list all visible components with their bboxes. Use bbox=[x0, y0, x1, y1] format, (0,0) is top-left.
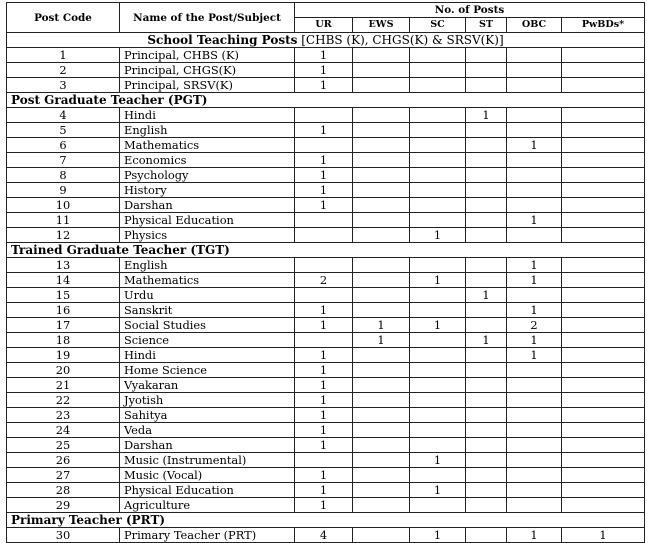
post-count-cell-sc bbox=[410, 63, 466, 78]
post-count-cell-obc: 1 bbox=[507, 258, 562, 273]
post-count-cell-ur: 2 bbox=[295, 273, 353, 288]
post-count-cell-st bbox=[466, 168, 507, 183]
post-count-cell-pwbds bbox=[562, 183, 645, 198]
post-name-cell: History bbox=[120, 183, 295, 198]
post-count-cell-st bbox=[466, 48, 507, 63]
post-count-cell-obc: 1 bbox=[507, 273, 562, 288]
post-code-cell: 6 bbox=[7, 138, 120, 153]
section-header-row bbox=[7, 243, 645, 258]
post-count-cell-ur bbox=[295, 453, 353, 468]
post-code-cell: 28 bbox=[7, 483, 120, 498]
post-count-cell-st bbox=[466, 408, 507, 423]
post-count-cell-ews bbox=[353, 393, 410, 408]
post-count-cell-ur: 1 bbox=[295, 483, 353, 498]
post-count-cell-st bbox=[466, 348, 507, 363]
post-code-cell: 5 bbox=[7, 123, 120, 138]
table-row bbox=[7, 183, 645, 198]
post-count-cell-obc: 1 bbox=[507, 138, 562, 153]
post-count-cell-ews bbox=[353, 273, 410, 288]
post-count-cell-ur: 1 bbox=[295, 393, 353, 408]
post-name-cell: Music (Instrumental) bbox=[120, 453, 295, 468]
category-header: ST bbox=[466, 18, 507, 33]
post-count-cell-sc: 1 bbox=[410, 228, 466, 243]
post-count-cell-ur: 1 bbox=[295, 123, 353, 138]
post-count-cell-sc bbox=[410, 438, 466, 453]
post-count-cell-sc bbox=[410, 423, 466, 438]
post-count-cell-sc bbox=[410, 213, 466, 228]
post-count-cell-ews bbox=[353, 423, 410, 438]
post-count-cell-ews bbox=[353, 123, 410, 138]
post-count-cell-ur: 1 bbox=[295, 348, 353, 363]
post-count-cell-obc bbox=[507, 153, 562, 168]
post-count-cell-ews bbox=[353, 483, 410, 498]
post-count-cell-pwbds bbox=[562, 288, 645, 303]
post-count-cell-ur: 1 bbox=[295, 63, 353, 78]
post-code-cell: 29 bbox=[7, 498, 120, 513]
post-count-cell-pwbds bbox=[562, 153, 645, 168]
post-count-cell-sc bbox=[410, 123, 466, 138]
post-name-cell: Social Studies bbox=[120, 318, 295, 333]
table-row bbox=[7, 258, 645, 273]
post-count-cell-sc: 1 bbox=[410, 528, 466, 543]
post-count-cell-sc bbox=[410, 153, 466, 168]
post-count-cell-st bbox=[466, 468, 507, 483]
post-count-cell-ur: 1 bbox=[295, 378, 353, 393]
post-count-cell-obc bbox=[507, 63, 562, 78]
table-row bbox=[7, 63, 645, 78]
post-name-cell: Jyotish bbox=[120, 393, 295, 408]
post-name-cell: Principal, CHGS(K) bbox=[120, 63, 295, 78]
post-count-cell-ur bbox=[295, 213, 353, 228]
post-name-cell: Principal, CHBS (K) bbox=[120, 48, 295, 63]
post-name-cell: English bbox=[120, 123, 295, 138]
table-row bbox=[7, 123, 645, 138]
section-title-main: School Teaching Posts bbox=[147, 33, 298, 47]
post-count-cell-sc bbox=[410, 258, 466, 273]
post-count-cell-pwbds bbox=[562, 63, 645, 78]
post-count-cell-ur bbox=[295, 228, 353, 243]
post-name-cell: Darshan bbox=[120, 198, 295, 213]
post-name-cell: Veda bbox=[120, 423, 295, 438]
post-code-cell: 2 bbox=[7, 63, 120, 78]
post-count-cell-sc bbox=[410, 468, 466, 483]
post-count-cell-ur bbox=[295, 258, 353, 273]
post-count-cell-ews bbox=[353, 78, 410, 93]
post-count-cell-sc bbox=[410, 303, 466, 318]
post-code-cell: 14 bbox=[7, 273, 120, 288]
post-count-cell-ews bbox=[353, 453, 410, 468]
table-row bbox=[7, 48, 645, 63]
post-count-cell-ews bbox=[353, 498, 410, 513]
post-count-cell-st bbox=[466, 423, 507, 438]
post-name-cell: Principal, SRSV(K) bbox=[120, 78, 295, 93]
post-count-cell-pwbds bbox=[562, 228, 645, 243]
post-count-cell-st bbox=[466, 228, 507, 243]
post-count-cell-ews bbox=[353, 108, 410, 123]
section-header-row bbox=[7, 93, 645, 108]
post-count-cell-sc bbox=[410, 348, 466, 363]
post-code-cell: 15 bbox=[7, 288, 120, 303]
post-count-cell-obc bbox=[507, 393, 562, 408]
post-count-cell-pwbds bbox=[562, 483, 645, 498]
post-count-cell-sc bbox=[410, 48, 466, 63]
post-name-cell: Home Science bbox=[120, 363, 295, 378]
post-count-cell-pwbds bbox=[562, 408, 645, 423]
post-code-cell: 10 bbox=[7, 198, 120, 213]
table-row bbox=[7, 138, 645, 153]
post-count-cell-obc bbox=[507, 183, 562, 198]
post-count-cell-ur: 1 bbox=[295, 498, 353, 513]
post-count-cell-ews bbox=[353, 258, 410, 273]
table-row bbox=[7, 333, 645, 348]
post-name-cell: Physical Education bbox=[120, 483, 295, 498]
post-count-cell-obc: 1 bbox=[507, 303, 562, 318]
post-count-cell-obc bbox=[507, 363, 562, 378]
posts-table-container bbox=[6, 2, 645, 543]
post-count-cell-pwbds bbox=[562, 198, 645, 213]
table-row bbox=[7, 348, 645, 363]
post-count-cell-st bbox=[466, 393, 507, 408]
post-count-cell-ur: 1 bbox=[295, 198, 353, 213]
post-count-cell-st bbox=[466, 483, 507, 498]
post-name-cell: Agriculture bbox=[120, 498, 295, 513]
post-name-cell: Hindi bbox=[120, 108, 295, 123]
section-title-main: Primary Teacher (PRT) bbox=[11, 513, 166, 527]
post-name-cell: Darshan bbox=[120, 438, 295, 453]
post-count-cell-obc bbox=[507, 378, 562, 393]
post-code-cell: 11 bbox=[7, 213, 120, 228]
post-name-cell: Sanskrit bbox=[120, 303, 295, 318]
table-row bbox=[7, 213, 645, 228]
post-count-cell-ews bbox=[353, 438, 410, 453]
post-count-cell-pwbds bbox=[562, 213, 645, 228]
post-name-cell: Economics bbox=[120, 153, 295, 168]
post-count-cell-sc: 1 bbox=[410, 483, 466, 498]
table-row bbox=[7, 453, 645, 468]
post-count-cell-ews bbox=[353, 198, 410, 213]
post-code-cell: 23 bbox=[7, 408, 120, 423]
post-count-cell-ur bbox=[295, 138, 353, 153]
table-row bbox=[7, 378, 645, 393]
table-row bbox=[7, 168, 645, 183]
post-count-cell-pwbds bbox=[562, 498, 645, 513]
post-count-cell-sc bbox=[410, 378, 466, 393]
table-row bbox=[7, 78, 645, 93]
post-count-cell-ews bbox=[353, 348, 410, 363]
post-count-cell-st bbox=[466, 63, 507, 78]
post-name-cell: English bbox=[120, 258, 295, 273]
post-count-cell-obc: 2 bbox=[507, 318, 562, 333]
post-count-cell-st: 1 bbox=[466, 333, 507, 348]
post-code-cell: 18 bbox=[7, 333, 120, 348]
table-row bbox=[7, 423, 645, 438]
post-code-cell: 3 bbox=[7, 78, 120, 93]
post-count-cell-st bbox=[466, 378, 507, 393]
table-row bbox=[7, 303, 645, 318]
post-code-cell: 12 bbox=[7, 228, 120, 243]
post-count-cell-sc bbox=[410, 78, 466, 93]
post-count-cell-st bbox=[466, 123, 507, 138]
post-count-cell-obc bbox=[507, 123, 562, 138]
post-code-cell: 7 bbox=[7, 153, 120, 168]
post-count-cell-pwbds bbox=[562, 138, 645, 153]
post-count-cell-ews bbox=[353, 138, 410, 153]
post-count-cell-obc: 1 bbox=[507, 213, 562, 228]
post-count-cell-obc bbox=[507, 108, 562, 123]
post-count-cell-obc bbox=[507, 408, 562, 423]
post-name-cell: Music (Vocal) bbox=[120, 468, 295, 483]
post-count-cell-pwbds bbox=[562, 273, 645, 288]
post-count-cell-obc bbox=[507, 468, 562, 483]
post-count-cell-obc bbox=[507, 288, 562, 303]
post-count-cell-ews bbox=[353, 468, 410, 483]
post-count-cell-ews bbox=[353, 288, 410, 303]
post-count-cell-ur bbox=[295, 333, 353, 348]
post-count-cell-st bbox=[466, 303, 507, 318]
post-count-cell-ur: 1 bbox=[295, 318, 353, 333]
post-count-cell-sc: 1 bbox=[410, 453, 466, 468]
category-header: OBC bbox=[507, 18, 562, 33]
category-header: SC bbox=[410, 18, 466, 33]
post-code-cell: 16 bbox=[7, 303, 120, 318]
post-count-cell-st bbox=[466, 273, 507, 288]
post-name-cell: Physical Education bbox=[120, 213, 295, 228]
post-count-cell-pwbds bbox=[562, 348, 645, 363]
section-header-row bbox=[7, 513, 645, 528]
post-count-cell-obc bbox=[507, 228, 562, 243]
post-count-cell-pwbds bbox=[562, 123, 645, 138]
section-title bbox=[7, 243, 645, 258]
post-count-cell-ews bbox=[353, 183, 410, 198]
post-code-cell: 13 bbox=[7, 258, 120, 273]
post-count-cell-ur: 1 bbox=[295, 303, 353, 318]
post-name-cell: Hindi bbox=[120, 348, 295, 363]
category-header: PwBDs* bbox=[562, 18, 645, 33]
section-title bbox=[7, 513, 645, 528]
post-count-cell-pwbds bbox=[562, 318, 645, 333]
post-name-cell: Primary Teacher (PRT) bbox=[120, 528, 295, 543]
post-count-cell-sc: 1 bbox=[410, 318, 466, 333]
header-row-top bbox=[7, 3, 645, 18]
post-code-cell: 9 bbox=[7, 183, 120, 198]
post-count-cell-ews bbox=[353, 303, 410, 318]
post-count-cell-ur: 1 bbox=[295, 78, 353, 93]
post-code-cell: 19 bbox=[7, 348, 120, 363]
post-count-cell-pwbds bbox=[562, 363, 645, 378]
post-count-cell-ur: 1 bbox=[295, 363, 353, 378]
post-code-cell: 17 bbox=[7, 318, 120, 333]
post-count-cell-obc: 1 bbox=[507, 333, 562, 348]
post-count-cell-pwbds bbox=[562, 378, 645, 393]
post-count-cell-ews bbox=[353, 168, 410, 183]
post-code-cell: 30 bbox=[7, 528, 120, 543]
post-name-cell: Psychology bbox=[120, 168, 295, 183]
post-name-cell: Urdu bbox=[120, 288, 295, 303]
post-count-cell-sc bbox=[410, 108, 466, 123]
post-count-cell-ur: 1 bbox=[295, 48, 353, 63]
post-name-header: Name of the Post/Subject bbox=[120, 3, 295, 33]
post-count-cell-sc bbox=[410, 498, 466, 513]
table-row bbox=[7, 393, 645, 408]
post-count-cell-ews bbox=[353, 63, 410, 78]
table-row bbox=[7, 408, 645, 423]
table-row bbox=[7, 108, 645, 123]
post-count-cell-ews bbox=[353, 528, 410, 543]
table-body bbox=[7, 33, 645, 543]
no-of-posts-header: No. of Posts bbox=[295, 3, 645, 18]
post-count-cell-pwbds: 1 bbox=[562, 528, 645, 543]
post-count-cell-st bbox=[466, 78, 507, 93]
post-name-cell: Mathematics bbox=[120, 273, 295, 288]
post-code-cell: 20 bbox=[7, 363, 120, 378]
table-row bbox=[7, 438, 645, 453]
post-count-cell-ews bbox=[353, 363, 410, 378]
post-count-cell-sc bbox=[410, 393, 466, 408]
post-count-cell-obc bbox=[507, 438, 562, 453]
post-name-cell: Science bbox=[120, 333, 295, 348]
section-title-main: Trained Graduate Teacher (TGT) bbox=[11, 243, 230, 257]
post-count-cell-ur bbox=[295, 288, 353, 303]
post-name-cell: Sahitya bbox=[120, 408, 295, 423]
post-count-cell-sc bbox=[410, 288, 466, 303]
post-count-cell-obc bbox=[507, 48, 562, 63]
post-count-cell-pwbds bbox=[562, 438, 645, 453]
posts-table bbox=[6, 2, 645, 543]
post-count-cell-st bbox=[466, 153, 507, 168]
post-count-cell-pwbds bbox=[562, 78, 645, 93]
table-row bbox=[7, 468, 645, 483]
post-count-cell-pwbds bbox=[562, 258, 645, 273]
post-count-cell-ur: 1 bbox=[295, 423, 353, 438]
post-code-cell: 4 bbox=[7, 108, 120, 123]
post-count-cell-st: 1 bbox=[466, 108, 507, 123]
post-count-cell-ews bbox=[353, 48, 410, 63]
table-row bbox=[7, 273, 645, 288]
section-title-main: Post Graduate Teacher (PGT) bbox=[11, 93, 208, 107]
post-count-cell-ur: 1 bbox=[295, 183, 353, 198]
post-code-cell: 27 bbox=[7, 468, 120, 483]
section-title-suffix: [CHBS (K), CHGS(K) & SRSV(K)] bbox=[297, 33, 504, 47]
post-count-cell-sc bbox=[410, 333, 466, 348]
post-count-cell-st bbox=[466, 438, 507, 453]
post-count-cell-pwbds bbox=[562, 453, 645, 468]
table-row bbox=[7, 228, 645, 243]
post-code-cell: 25 bbox=[7, 438, 120, 453]
post-count-cell-ur: 1 bbox=[295, 168, 353, 183]
section-title bbox=[7, 33, 645, 48]
table-row bbox=[7, 318, 645, 333]
post-count-cell-pwbds bbox=[562, 108, 645, 123]
post-code-cell: 24 bbox=[7, 423, 120, 438]
post-count-cell-pwbds bbox=[562, 423, 645, 438]
post-count-cell-st bbox=[466, 453, 507, 468]
post-count-cell-sc bbox=[410, 363, 466, 378]
post-count-cell-st bbox=[466, 138, 507, 153]
post-count-cell-ur: 4 bbox=[295, 528, 353, 543]
post-count-cell-ur: 1 bbox=[295, 153, 353, 168]
post-count-cell-ews: 1 bbox=[353, 333, 410, 348]
table-row bbox=[7, 483, 645, 498]
post-count-cell-sc bbox=[410, 408, 466, 423]
post-count-cell-obc: 1 bbox=[507, 528, 562, 543]
post-count-cell-obc: 1 bbox=[507, 348, 562, 363]
table-row bbox=[7, 498, 645, 513]
section-title bbox=[7, 93, 645, 108]
post-count-cell-pwbds bbox=[562, 333, 645, 348]
post-count-cell-pwbds bbox=[562, 468, 645, 483]
table-row bbox=[7, 198, 645, 213]
post-count-cell-sc: 1 bbox=[410, 273, 466, 288]
post-count-cell-obc bbox=[507, 423, 562, 438]
post-code-cell: 22 bbox=[7, 393, 120, 408]
post-name-cell: Mathematics bbox=[120, 138, 295, 153]
post-count-cell-ur: 1 bbox=[295, 438, 353, 453]
post-count-cell-st bbox=[466, 198, 507, 213]
post-count-cell-st bbox=[466, 183, 507, 198]
post-name-cell: Physics bbox=[120, 228, 295, 243]
post-count-cell-ur: 1 bbox=[295, 408, 353, 423]
post-count-cell-ews bbox=[353, 213, 410, 228]
post-count-cell-pwbds bbox=[562, 48, 645, 63]
post-count-cell-st bbox=[466, 318, 507, 333]
post-count-cell-sc bbox=[410, 198, 466, 213]
post-count-cell-obc bbox=[507, 498, 562, 513]
post-count-cell-ews: 1 bbox=[353, 318, 410, 333]
table-row bbox=[7, 153, 645, 168]
post-count-cell-obc bbox=[507, 78, 562, 93]
category-header: UR bbox=[295, 18, 353, 33]
post-count-cell-ews bbox=[353, 378, 410, 393]
post-code-cell: 21 bbox=[7, 378, 120, 393]
post-count-cell-st: 1 bbox=[466, 288, 507, 303]
post-count-cell-obc bbox=[507, 453, 562, 468]
post-count-cell-st bbox=[466, 363, 507, 378]
post-count-cell-obc bbox=[507, 168, 562, 183]
table-row bbox=[7, 528, 645, 543]
post-count-cell-pwbds bbox=[562, 393, 645, 408]
post-code-header: Post Code bbox=[7, 3, 120, 33]
post-count-cell-obc bbox=[507, 483, 562, 498]
post-count-cell-ews bbox=[353, 228, 410, 243]
post-count-cell-ur bbox=[295, 108, 353, 123]
post-count-cell-st bbox=[466, 498, 507, 513]
post-name-cell: Vyakaran bbox=[120, 378, 295, 393]
post-count-cell-sc bbox=[410, 138, 466, 153]
post-count-cell-sc bbox=[410, 183, 466, 198]
post-count-cell-ur: 1 bbox=[295, 468, 353, 483]
post-count-cell-obc bbox=[507, 198, 562, 213]
post-count-cell-st bbox=[466, 528, 507, 543]
table-row bbox=[7, 363, 645, 378]
post-count-cell-st bbox=[466, 258, 507, 273]
category-header: EWS bbox=[353, 18, 410, 33]
post-count-cell-pwbds bbox=[562, 168, 645, 183]
post-code-cell: 1 bbox=[7, 48, 120, 63]
table-row bbox=[7, 288, 645, 303]
post-code-cell: 26 bbox=[7, 453, 120, 468]
section-header-row bbox=[7, 33, 645, 48]
post-count-cell-st bbox=[466, 213, 507, 228]
post-count-cell-sc bbox=[410, 168, 466, 183]
post-count-cell-ews bbox=[353, 408, 410, 423]
post-count-cell-ews bbox=[353, 153, 410, 168]
post-code-cell: 8 bbox=[7, 168, 120, 183]
post-count-cell-pwbds bbox=[562, 303, 645, 318]
